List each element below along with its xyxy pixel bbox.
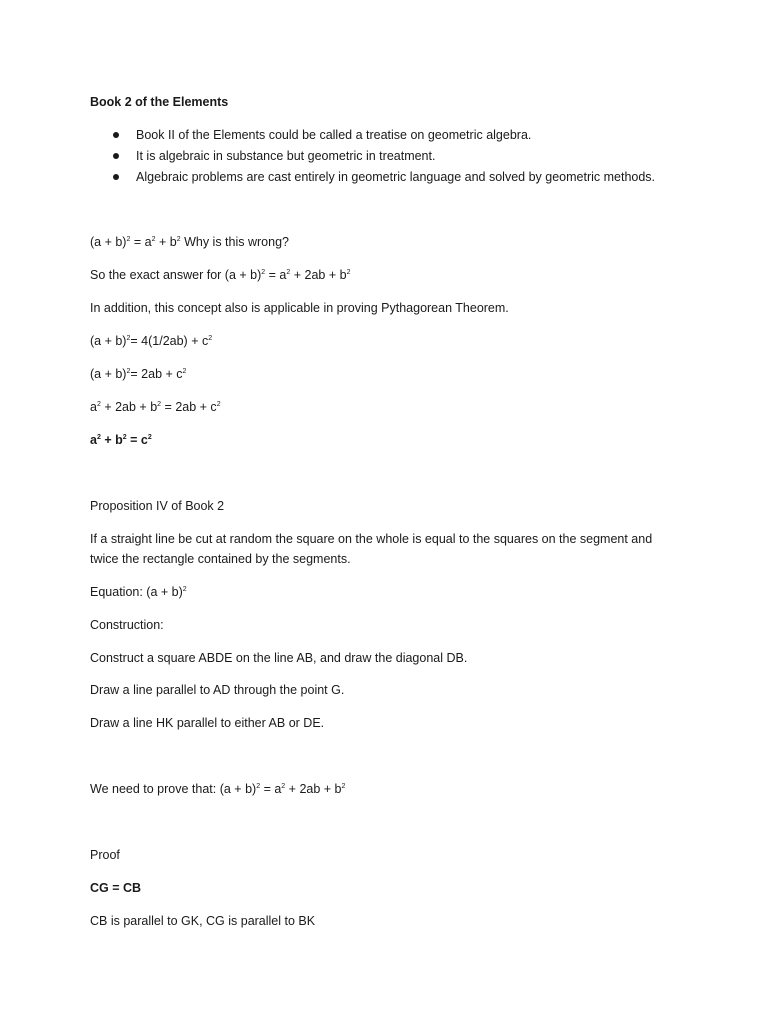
list-item: Book II of the Elements could be called a treatise on geometric algebra. bbox=[90, 125, 655, 146]
document-heading: Book 2 of the Elements bbox=[90, 95, 229, 109]
proof-line: CB is parallel to GK, CG is parallel to BK bbox=[90, 914, 316, 928]
proposition-text: If a straight line be cut at random the square on the whole is equal to the squares on the segment and twice the rectangle contained by the segments. bbox=[90, 532, 653, 566]
equation-wrong: $(a + b)^2 = a^2 + b^2$ Why is this wrong? bbox=[90, 235, 289, 249]
list-item: Algebraic problems are cast entirely in geometric language and solved by geometric methods. bbox=[90, 167, 655, 188]
proof-label: Proof bbox=[90, 848, 120, 862]
list-item: It is algebraic in substance but geometric in treatment. bbox=[90, 146, 655, 167]
proposition-title: Proposition IV of Book 2 bbox=[90, 499, 225, 513]
step-3: $a^2 + 2ab + b^2 = 2ab + c^2$ bbox=[90, 400, 221, 414]
bullet-icon bbox=[113, 132, 119, 138]
construction-step-3: Draw a line HK parallel to either AB or DE. bbox=[90, 716, 325, 730]
step-4-result: $a^2 + b^2 = c^2$ bbox=[90, 433, 152, 447]
step-1: $(a + b)^2= 4(1/2ab) + c^2$ bbox=[90, 334, 213, 348]
prove-statement: We need to prove that: $(a + b)^2 = a^2 + 2ab + b^2$ bbox=[90, 782, 346, 796]
construction-step-1: Construct a square ABDE on the line AB, and draw the diagonal DB. bbox=[90, 651, 468, 665]
equation-label: Equation: $(a + b)^2$ bbox=[90, 585, 187, 599]
construction-step-2: Draw a line parallel to AD through the point G. bbox=[90, 683, 345, 697]
bullet-list bbox=[90, 125, 655, 188]
equation-exact: So the exact answer for $(a + b)^2 = a^2 + 2ab + b^2$ bbox=[90, 268, 351, 282]
step-2: $(a + b)^2= 2ab + c^2$ bbox=[90, 367, 187, 381]
bullet-icon bbox=[113, 153, 119, 159]
pythagorean-note: In addition, this concept also is applicable in proving Pythagorean Theorem. bbox=[90, 301, 509, 315]
construction-label: Construction: bbox=[90, 618, 164, 632]
bullet-icon bbox=[113, 174, 119, 180]
proof-equation: CG = CB bbox=[90, 881, 142, 895]
